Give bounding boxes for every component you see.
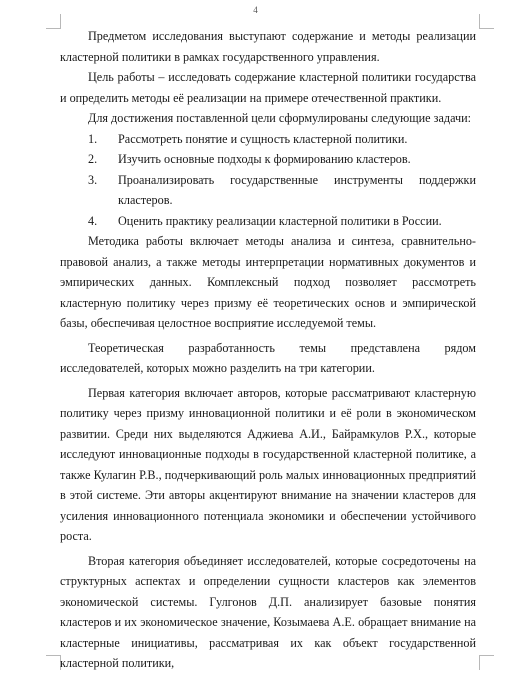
- document-body: [60, 26, 476, 674]
- paragraph-theory: Теоретическая разработанность темы представлена рядом исследователей, которых можно разделить на три категории.: [60, 340, 476, 375]
- crop-mark-bottom-left: [46, 655, 61, 670]
- task-item: [60, 129, 476, 150]
- page-number: 4: [253, 5, 258, 15]
- task-item: [60, 211, 476, 232]
- task-text: Проанализировать государственные инструменты поддержки кластеров.: [118, 172, 476, 207]
- paragraph-first-category: Первая категория включает авторов, которые рассматривают кластерную политику через призму инновационной политики и её роли в экономическом развитии. Среди них выделяются Аджиева А.И., Байрамкулов Р.Х., которые исследуют инновационные подходы в государственной кластерной политике, а также Кулагин Р.В., подчеркивающий роль малых инновационных предприятий в этой системе. Эти авторы акцентируют внимание на значении кластеров для усиления инновационного потенциала экономики и обеспечении устойчивого роста.: [60, 385, 476, 543]
- task-number: 1.: [88, 131, 98, 146]
- task-item: [60, 149, 476, 170]
- task-text: Изучить основные подходы к формированию кластеров.: [118, 152, 411, 166]
- paragraph-tasks-intro: Для достижения поставленной цели сформулированы следующие задачи:: [88, 111, 472, 125]
- task-text: Оценить практику реализации кластерной политики в России.: [118, 213, 442, 228]
- crop-mark-top-left: [46, 14, 61, 29]
- paragraph-subject: Предметом исследования выступают содержание и методы реализации кластерной политики в рамках государственного управления.: [60, 29, 476, 64]
- crop-mark-top-right: [479, 14, 494, 29]
- paragraph-methodology: Методика работы включает методы анализа и синтеза, сравнительно-правовой анализ, а также методы интерпретации нормативных документов и эмпирических данных. Комплексный подход позволяет рассмотреть кластерную политику через призму её теоретических основ и эмпирической базы, обеспечивая целостное восприятие исследуемой темы.: [60, 234, 476, 330]
- task-item: [60, 170, 476, 211]
- task-number: 2.: [88, 152, 98, 166]
- paragraph-second-category: Вторая категория объединяет исследователей, которые сосредоточены на структурных аспектах и определении сущности кластеров как элементов экономической системы. Гулгонов Д.П. анализирует базовые понятия кластеров и их экономическое значение, Козымаева А.Е. обращает внимание на кластерные инициативы, рассматривая их как объект государственной кластерной политики,: [60, 553, 476, 670]
- task-number: 3.: [88, 172, 98, 187]
- task-text: Рассмотреть понятие и сущность кластерной политики.: [118, 131, 408, 146]
- crop-mark-bottom-right: [479, 655, 494, 670]
- task-number: 4.: [88, 213, 98, 228]
- paragraph-goal: Цель работы – исследовать содержание кластерной политики государства и определить методы её реализации на примере отечественной практики.: [60, 70, 476, 105]
